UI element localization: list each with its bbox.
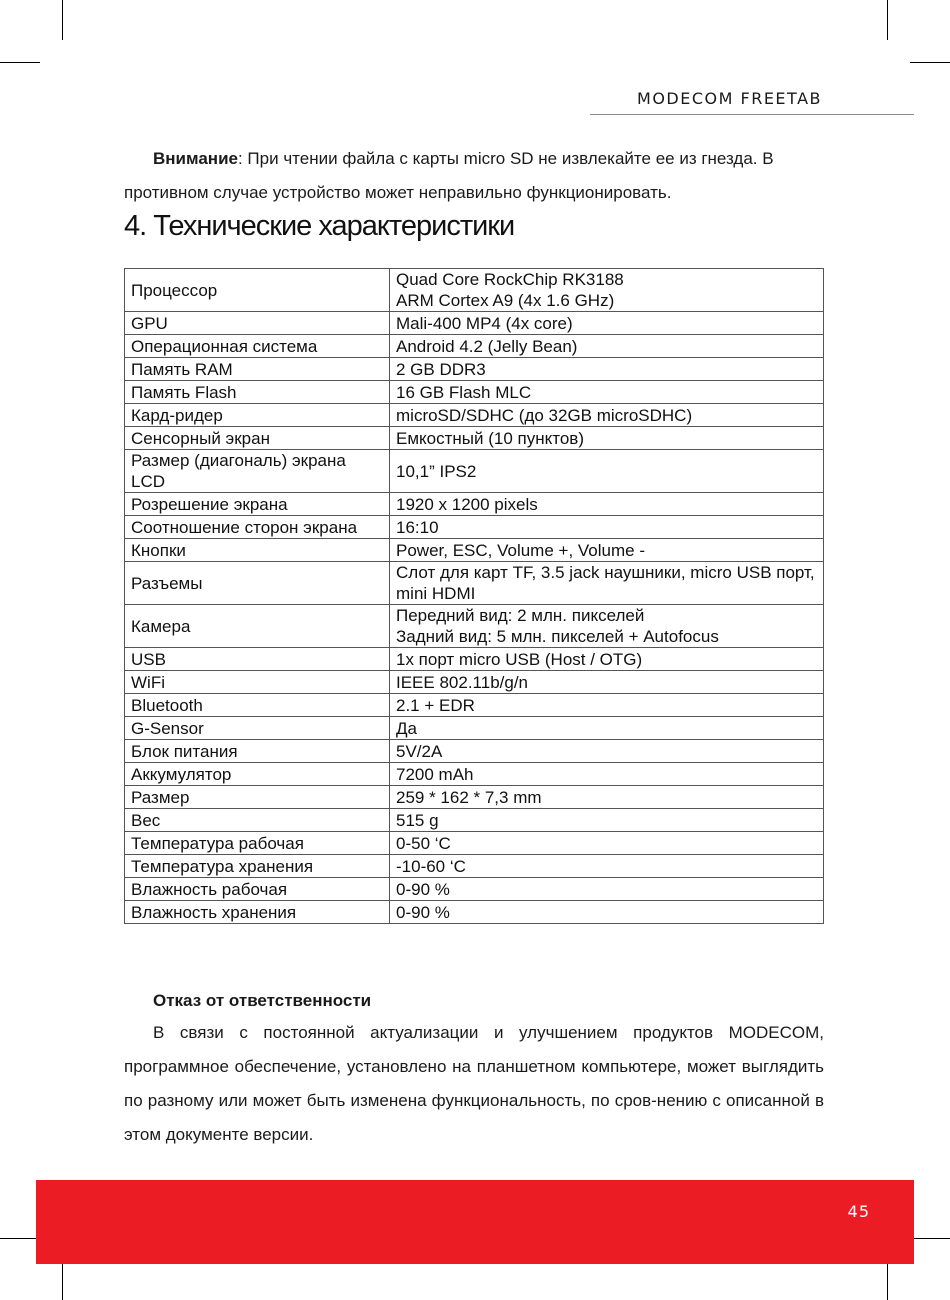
spec-key: Камера: [125, 605, 390, 648]
table-row: [125, 381, 824, 404]
spec-key: WiFi: [125, 671, 390, 694]
spec-key: GPU: [125, 312, 390, 335]
spec-key: Память RAM: [125, 358, 390, 381]
footer-band: [36, 1180, 914, 1264]
crop-mark: [910, 1238, 950, 1239]
notice-text: : При чтении файла с карты micro SD не извлекайте ее из гнезда. В противном случае устройство может неправильно функционировать.: [124, 149, 774, 202]
crop-mark: [0, 1238, 40, 1239]
spec-key: G-Sensor: [125, 717, 390, 740]
spec-key: Влажность рабочая: [125, 878, 390, 901]
spec-value: Емкостный (10 пунктов): [390, 427, 824, 450]
section-title: 4. Технические характеристики: [124, 210, 515, 242]
crop-mark: [887, 1260, 888, 1300]
spec-key: Влажность хранения: [125, 901, 390, 924]
spec-value: -10-60 ‘C: [390, 855, 824, 878]
spec-value: 1x порт micro USB (Host / OTG): [390, 648, 824, 671]
table-row: [125, 809, 824, 832]
table-row: [125, 832, 824, 855]
spec-value: Слот для карт TF, 3.5 jack наушники, micro USB порт, mini HDMI: [390, 562, 824, 605]
spec-key: Сенсорный экран: [125, 427, 390, 450]
spec-key: Размер (диагональ) экрана LCD: [125, 450, 390, 493]
header-title: MODECOM FREETAB: [637, 89, 822, 108]
spec-key: Процессор: [125, 269, 390, 312]
table-row: [125, 335, 824, 358]
disclaimer-title-line: [124, 984, 824, 1018]
table-row: [125, 562, 824, 605]
spec-value: 10,1” IPS2: [390, 450, 824, 493]
spec-value: 5V/2A: [390, 740, 824, 763]
spec-value: Power, ESC, Volume +, Volume -: [390, 539, 824, 562]
spec-key: Соотношение сторон экрана: [125, 516, 390, 539]
spec-value: 0-90 %: [390, 878, 824, 901]
spec-key: Розрешение экрана: [125, 493, 390, 516]
disclaimer-paragraph: [124, 1016, 824, 1152]
spec-value: 16:10: [390, 516, 824, 539]
spec-key: Память Flash: [125, 381, 390, 404]
disclaimer-text: В связи с постоянной актуализации и улучшением продуктов MODECOM, программное обеспечение, установлено на планшетном компьютере, может выглядить по разному или может быть изменена функциональность, по сров-нению с описанной в этом документе версии.: [124, 1023, 824, 1144]
spec-key: Вес: [125, 809, 390, 832]
spec-value: Передний вид: 2 млн. пикселей Задний вид: 5 млн. пикселей + Autofocus: [390, 605, 824, 648]
header-rule: [590, 114, 914, 115]
spec-value: Mali-400 MP4 (4x core): [390, 312, 824, 335]
spec-value: 1920 x 1200 pixels: [390, 493, 824, 516]
crop-mark: [887, 0, 888, 40]
spec-value: 0-90 %: [390, 901, 824, 924]
table-row: [125, 901, 824, 924]
table-row: [125, 269, 824, 312]
spec-value: IEEE 802.11b/g/n: [390, 671, 824, 694]
table-row: [125, 694, 824, 717]
page-number: 45: [847, 1202, 870, 1221]
table-row: [125, 605, 824, 648]
table-row: [125, 539, 824, 562]
crop-mark: [62, 0, 63, 40]
table-row: [125, 671, 824, 694]
spec-value: Android 4.2 (Jelly Bean): [390, 335, 824, 358]
spec-value: 0-50 ‘C: [390, 832, 824, 855]
table-row: [125, 312, 824, 335]
table-row: [125, 493, 824, 516]
table-row: [125, 450, 824, 493]
notice-label: Внимание: [153, 149, 238, 168]
crop-mark: [0, 62, 40, 63]
table-row: [125, 740, 824, 763]
spec-value: 2 GB DDR3: [390, 358, 824, 381]
table-row: [125, 878, 824, 901]
spec-value: 16 GB Flash MLC: [390, 381, 824, 404]
crop-mark: [910, 62, 950, 63]
spec-key: USB: [125, 648, 390, 671]
spec-value: Quad Core RockChip RK3188 ARM Cortex A9 (4x 1.6 GHz): [390, 269, 824, 312]
table-row: [125, 786, 824, 809]
spec-key: Операционная система: [125, 335, 390, 358]
spec-value: 2.1 + EDR: [390, 694, 824, 717]
spec-key: Разъемы: [125, 562, 390, 605]
table-row: [125, 427, 824, 450]
crop-mark: [62, 1260, 63, 1300]
spec-key: Кнопки: [125, 539, 390, 562]
spec-key: Размер: [125, 786, 390, 809]
spec-key: Блок питания: [125, 740, 390, 763]
specs-table: [124, 268, 824, 924]
table-row: [125, 404, 824, 427]
table-row: [125, 516, 824, 539]
spec-key: Аккумулятор: [125, 763, 390, 786]
spec-key: Кард-ридер: [125, 404, 390, 427]
spec-value: Да: [390, 717, 824, 740]
spec-key: Температура рабочая: [125, 832, 390, 855]
table-row: [125, 648, 824, 671]
spec-value: 7200 mAh: [390, 763, 824, 786]
table-row: [125, 358, 824, 381]
table-row: [125, 717, 824, 740]
spec-value: 259 * 162 * 7,3 mm: [390, 786, 824, 809]
disclaimer-title: Отказ от ответственности: [153, 991, 372, 1010]
notice-paragraph: [124, 142, 824, 210]
spec-key: Температура хранения: [125, 855, 390, 878]
spec-value: microSD/SDHC (до 32GB microSDHC): [390, 404, 824, 427]
spec-value: 515 g: [390, 809, 824, 832]
table-row: [125, 763, 824, 786]
spec-key: Bluetooth: [125, 694, 390, 717]
table-row: [125, 855, 824, 878]
